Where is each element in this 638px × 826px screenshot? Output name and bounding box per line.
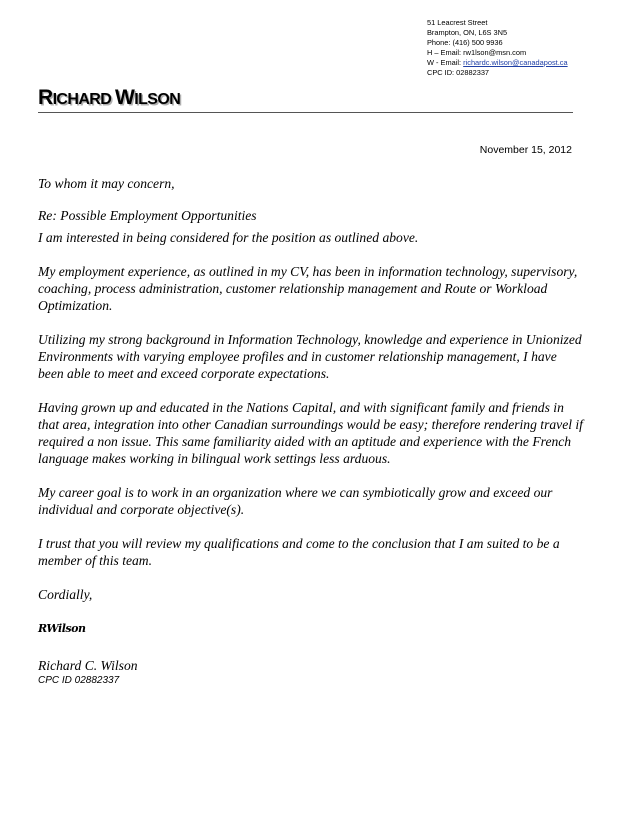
name-first-initial: R — [38, 86, 53, 109]
signature: RWilson — [38, 622, 86, 635]
header-divider — [38, 112, 573, 113]
address-home-email-line — [427, 48, 617, 58]
name-last-initial: W — [115, 86, 135, 109]
home-email[interactable]: rw1lson@msn.com — [463, 48, 527, 57]
address-work-email-line — [427, 58, 617, 68]
sender-name-heading — [38, 86, 180, 112]
letter-body — [38, 175, 583, 687]
name-last-rest: ILSON — [134, 91, 181, 108]
signer-cpc-id: CPC ID 02882337 — [38, 675, 120, 686]
paragraph-conclusion: I trust that you will review my qualifications and come to the conclusion that I am suited to be a member of this team. — [38, 536, 560, 568]
address-phone: Phone: (416) 500 9936 — [427, 38, 503, 47]
subject-line: Re: Possible Employment Opportunities — [38, 208, 257, 223]
letter-date: November 15, 2012 — [479, 144, 572, 156]
paragraph-background: Utilizing my strong background in Information Technology, knowledge and experience in Unionized Environments with varying employee profiles and in customer relationship management, I have been able to meet and exceed corporate expectations. — [38, 332, 582, 381]
name-first-rest: ICHARD — [52, 91, 116, 108]
address-cpc-id: CPC ID: 02882337 — [427, 68, 490, 77]
salutation: To whom it may concern, — [38, 176, 175, 191]
work-email-label: W - Email: — [427, 58, 464, 67]
address-city: Brampton, ON, L6S 3N5 — [427, 28, 508, 37]
sender-address-block — [427, 18, 617, 80]
closing: Cordially, — [38, 587, 93, 602]
signer-name: Richard C. Wilson — [38, 658, 138, 673]
paragraph-career-goal: My career goal is to work in an organization where we can symbiotically grow and exceed our individual and corporate objective(s). — [38, 485, 553, 517]
paragraph-relocation: Having grown up and educated in the Nations Capital, and with significant family and friends in that area, integration into other Canadian surroundings would be easy; therefore rendering travel if required a non issue. This same familiarity aided with an aptitude and experience with the French language makes working in bilingual work settings less arduous. — [38, 400, 583, 466]
work-email-link[interactable]: richardc.wilson@canadapost.ca — [463, 58, 568, 67]
address-street: 51 Leacrest Street — [427, 18, 488, 27]
home-email-label: H – Email: — [427, 48, 464, 57]
paragraph-intro: I am interested in being considered for the position as outlined above. — [38, 230, 419, 245]
paragraph-experience: My employment experience, as outlined in my CV, has been in information technology, supervisory, coaching, process administration, customer relationship management and Route or Workload Optimization. — [38, 264, 578, 313]
